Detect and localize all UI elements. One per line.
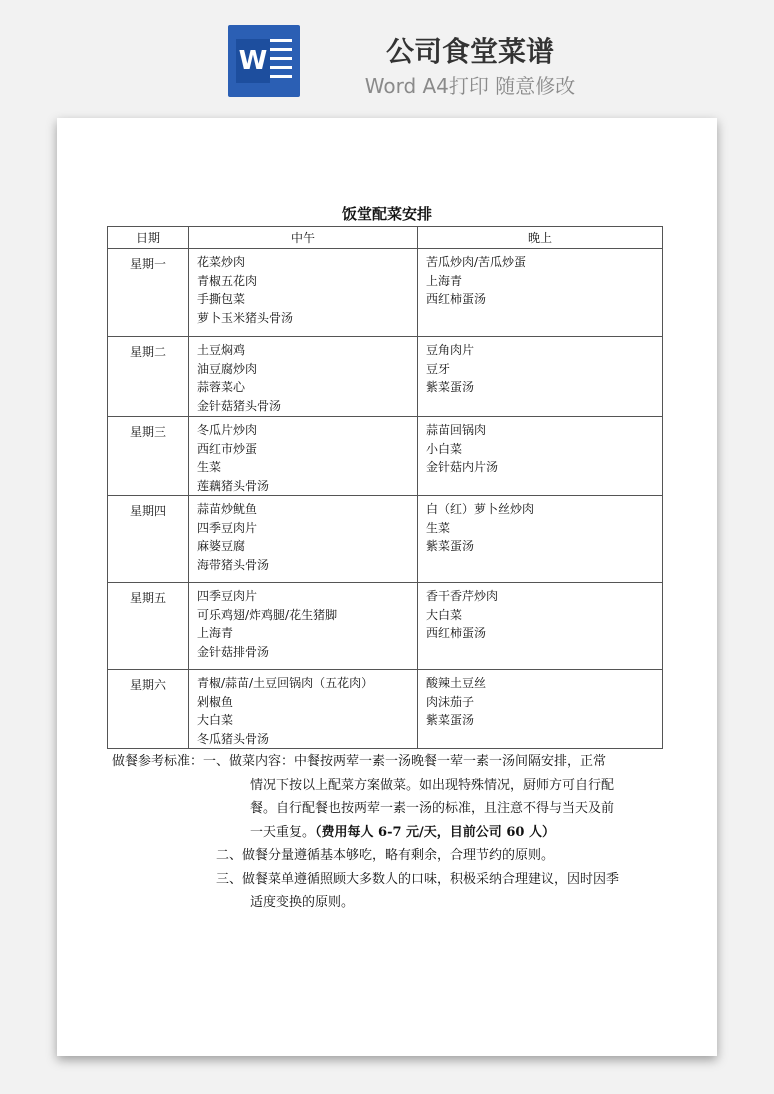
dish-item: 大白菜	[197, 713, 234, 727]
dish-item: 冬瓜猪头骨汤	[197, 731, 270, 746]
notes-line	[112, 821, 672, 845]
cooking-standards	[112, 750, 672, 915]
dish-item: 白（红）萝卜丝炒肉	[426, 502, 535, 516]
day-cell: 星期一	[108, 249, 189, 337]
dish-item: 剁椒鱼	[197, 694, 234, 709]
dish-item: 紫菜蛋汤	[426, 380, 475, 394]
menu-table	[107, 226, 663, 749]
day-cell: 星期四	[108, 496, 189, 583]
dish-item: 紫菜蛋汤	[426, 713, 475, 727]
notes-line	[112, 750, 672, 774]
noon-menu-cell	[189, 496, 418, 583]
evening-menu-cell	[418, 337, 663, 417]
note-item-2: 二、做餐分量遵循基本够吃，略有剩余，合理节约的原则。	[216, 848, 555, 863]
dish-item: 上海青	[197, 626, 234, 640]
evening-menu-cell	[418, 583, 663, 670]
noon-menu-cell	[189, 670, 418, 749]
preview-header	[0, 0, 774, 110]
dish-item: 西红柿蛋汤	[426, 626, 487, 640]
evening-menu-cell	[418, 249, 663, 337]
dish-item: 蒜蓉菜心	[197, 380, 246, 394]
dish-item: 油豆腐炒肉	[197, 361, 258, 376]
day-cell: 星期六	[108, 670, 189, 749]
table-header-row	[108, 227, 663, 249]
table-row	[108, 337, 663, 417]
dish-item: 西红市炒蛋	[197, 441, 258, 456]
dish-item: 酸辣土豆丝	[426, 676, 487, 690]
dish-item: 苦瓜炒肉/苦瓜炒蛋	[426, 255, 527, 269]
dish-item: 青椒/蒜苗/土豆回锅肉（五花肉）	[197, 676, 374, 690]
document-page	[57, 118, 717, 1056]
dish-item: 四季豆肉片	[197, 520, 258, 535]
evening-menu-cell	[418, 670, 663, 749]
notes-label: 做餐参考标准：	[112, 754, 204, 769]
note-item-1-line-1: 一、做菜内容：中餐按两荤一素一汤晚餐一荤一素一汤间隔安排，正常	[203, 754, 607, 769]
note-item-1-line-2: 情况下按以上配菜方案做菜。如出现特殊情况，厨师方可自行配	[250, 777, 615, 793]
dish-item: 土豆焖鸡	[197, 343, 246, 357]
dish-item: 金针菇内片汤	[426, 460, 499, 474]
dish-item: 四季豆肉片	[197, 589, 258, 603]
template-subtitle: Word A4打印 随意修改	[364, 74, 576, 98]
noon-menu-cell	[189, 337, 418, 417]
dish-item: 豆牙	[426, 361, 451, 376]
table-row	[108, 670, 663, 749]
dish-item: 小白菜	[426, 441, 463, 456]
noon-menu-cell	[189, 249, 418, 337]
table-row	[108, 417, 663, 496]
dish-item: 青椒五花肉	[197, 273, 258, 288]
dish-item: 香干香芹炒肉	[426, 589, 499, 603]
note-item-1-line-3: 餐。自行配餐也按两荤一素一汤的标准，且注意不得与当天及前	[250, 801, 615, 816]
dish-item: 大白菜	[426, 607, 463, 622]
noon-menu-cell	[189, 583, 418, 670]
note-item-1-line-4: 一天重复。	[250, 824, 316, 840]
day-cell: 星期三	[108, 417, 189, 496]
dish-item: 花菜炒肉	[197, 255, 246, 269]
table-row	[108, 583, 663, 670]
dish-item: 金针菇猪头骨汤	[197, 398, 282, 413]
document-title: 饭堂配菜安排	[341, 205, 432, 223]
dish-item: 手撕包菜	[197, 292, 246, 306]
dish-item: 金针菇排骨汤	[197, 644, 270, 659]
dish-item: 紫菜蛋汤	[426, 539, 475, 553]
dish-item: 萝卜玉米猪头骨汤	[197, 310, 294, 325]
column-header-date: 日期	[108, 227, 189, 249]
dish-item: 蒜苗回锅肉	[426, 423, 487, 437]
dish-item: 可乐鸡翅/炸鸡腿/花生猪脚	[197, 607, 338, 622]
dish-item: 海带猪头骨汤	[197, 557, 270, 572]
evening-menu-cell	[418, 496, 663, 583]
day-cell: 星期五	[108, 583, 189, 670]
dish-item: 冬瓜片炒肉	[197, 423, 258, 437]
dish-item: 西红柿蛋汤	[426, 292, 487, 306]
dish-item: 蒜苗炒鱿鱼	[197, 502, 258, 516]
dish-item: 莲藕猪头骨汤	[197, 478, 270, 493]
word-document-icon	[228, 25, 300, 97]
day-cell: 星期二	[108, 337, 189, 417]
cost-note: （费用每人 6-7 元/天，目前公司 60 人）	[315, 824, 555, 840]
dish-item: 生菜	[197, 460, 222, 474]
evening-menu-cell	[418, 417, 663, 496]
dish-item: 麻婆豆腐	[197, 539, 246, 553]
dish-item: 肉沫茄子	[426, 694, 475, 709]
table-row	[108, 496, 663, 583]
dish-item: 上海青	[426, 273, 463, 288]
dish-item: 生菜	[426, 520, 451, 535]
noon-menu-cell	[189, 417, 418, 496]
template-title: 公司食堂菜谱	[385, 35, 554, 68]
note-item-3-line-1: 三、做餐菜单遵循照顾大多数人的口味，积极采纳合理建议，因时因季	[216, 871, 620, 887]
dish-item: 豆角肉片	[426, 343, 475, 357]
column-header-evening: 晚上	[418, 227, 663, 249]
table-row	[108, 249, 663, 337]
note-item-3-line-2: 适度变换的原则。	[250, 895, 355, 910]
column-header-noon: 中午	[189, 227, 418, 249]
word-icon-letter: W	[236, 39, 270, 83]
